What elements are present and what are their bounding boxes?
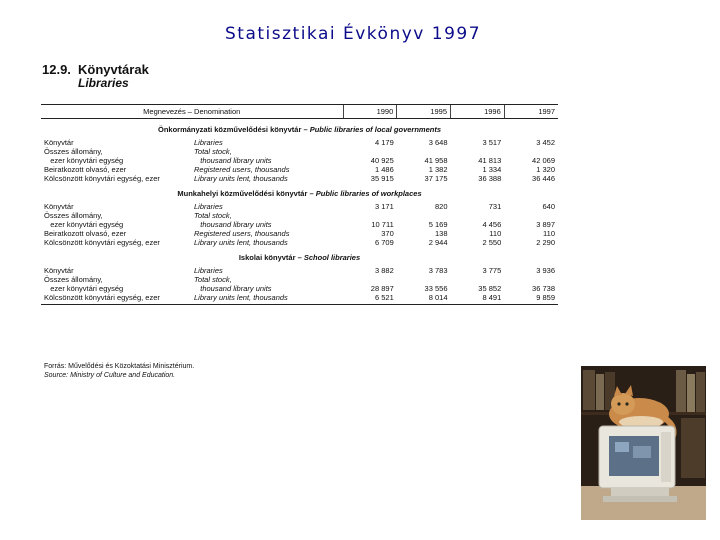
- table-row: [41, 293, 558, 305]
- value-cell: [504, 275, 558, 284]
- year-header: 1990: [343, 105, 397, 119]
- value-cell: 6 521: [343, 293, 397, 305]
- value-cell: 1 486: [374, 165, 394, 174]
- value-cell: [343, 147, 397, 156]
- value-cell: [397, 275, 451, 284]
- table-row: [41, 266, 558, 275]
- row-label-en: Total stock,: [194, 211, 232, 220]
- value-cell: 3 882: [374, 266, 394, 275]
- value-cell: 1 382: [428, 165, 448, 174]
- value-cell: 1 334: [482, 165, 502, 174]
- value-cell: 33 556: [424, 284, 448, 293]
- table-row: [41, 229, 558, 238]
- row-label-en: thousand library units: [194, 220, 272, 229]
- row-label-hu: Könyvtár: [44, 266, 74, 275]
- denomination-header: Megnevezés – Denomination: [41, 105, 343, 119]
- section-title-hu: Könyvtárak: [78, 62, 149, 77]
- value-cell: 35 852: [478, 284, 502, 293]
- year-header: 1997: [504, 105, 558, 119]
- table-row: [41, 275, 558, 284]
- libraries-table: [41, 104, 558, 305]
- section-row: [41, 183, 558, 202]
- row-label-en: thousand library units: [194, 284, 272, 293]
- value-cell: 3 517: [482, 138, 502, 147]
- source-note: [44, 363, 194, 381]
- value-cell: [343, 275, 397, 284]
- row-label-en: Total stock,: [194, 147, 232, 156]
- value-cell: 3 936: [536, 266, 555, 275]
- section-title: [41, 247, 558, 266]
- value-cell: 40 925: [370, 156, 394, 165]
- value-cell: [504, 211, 558, 220]
- row-label-en: Library units lent, thousands: [194, 238, 288, 247]
- row-label-hu: ezer könyvtári egység: [44, 284, 124, 293]
- row-label-hu: Beiratkozott olvasó, ezer: [44, 165, 127, 174]
- value-cell: [397, 147, 451, 156]
- table-body: [41, 119, 558, 305]
- value-cell: 10 711: [371, 220, 394, 229]
- value-cell: 37 175: [424, 174, 448, 183]
- value-cell: 42 069: [532, 156, 555, 165]
- value-cell: 36 738: [532, 284, 555, 293]
- value-cell: 41 813: [478, 156, 502, 165]
- row-label-hu: Kölcsönzött könyvtári egység, ezer: [44, 174, 160, 183]
- row-label-en: thousand library units: [194, 156, 272, 165]
- table-header: [41, 105, 558, 119]
- section-title: [41, 119, 558, 139]
- table-row: [41, 238, 558, 247]
- value-cell: [343, 211, 397, 220]
- value-cell: 2 944: [428, 238, 448, 247]
- section-title-hu: Munkahelyi közművelődési könyvtár –: [177, 189, 314, 198]
- source-hu: Forrás: Művelődési és Közoktatási Minisztérium.: [44, 363, 195, 370]
- row-label-en: Libraries: [194, 138, 223, 147]
- value-cell: 138: [434, 229, 448, 238]
- row-label-hu: Kölcsönzött könyvtári egység, ezer: [44, 238, 160, 247]
- value-cell: 2 290: [536, 238, 555, 247]
- row-label-en: Libraries: [194, 202, 223, 211]
- row-label-en: Library units lent, thousands: [191, 293, 343, 305]
- section-title-en: Public libraries of local governments: [309, 125, 442, 134]
- row-label-hu: Összes állomány,: [44, 211, 103, 220]
- table-row: [41, 211, 558, 220]
- value-cell: 9 859: [504, 293, 558, 305]
- value-cell: 1 320: [536, 165, 555, 174]
- value-cell: 110: [489, 229, 502, 238]
- value-cell: 36 388: [478, 174, 502, 183]
- value-cell: 4 456: [482, 220, 502, 229]
- year-header: 1996: [451, 105, 505, 119]
- table-row: [41, 156, 558, 165]
- value-cell: 3 452: [536, 138, 555, 147]
- year-header: 1995: [397, 105, 451, 119]
- section-title-en: Public libraries of workplaces: [315, 189, 422, 198]
- source-en: Source: Ministry of Culture and Education.: [44, 371, 176, 379]
- row-label-hu: Kölcsönzött könyvtári egység, ezer: [41, 293, 191, 305]
- row-label-hu: Könyvtár: [44, 138, 74, 147]
- section-number: 12.9.: [42, 62, 71, 77]
- table-row: [41, 284, 558, 293]
- value-cell: 41 958: [424, 156, 448, 165]
- row-label-hu: Beiratkozott olvasó, ezer: [44, 229, 127, 238]
- section-title-en: School libraries: [303, 253, 361, 262]
- value-cell: 6 709: [374, 238, 394, 247]
- value-cell: 35 915: [370, 174, 394, 183]
- value-cell: 8 014: [397, 293, 451, 305]
- row-label-en: Library units lent, thousands: [194, 174, 288, 183]
- value-cell: [397, 211, 451, 220]
- table-row: [41, 138, 558, 147]
- table-row: [41, 147, 558, 156]
- row-label-hu: ezer könyvtári egység: [44, 156, 124, 165]
- section-title-hu: Önkormányzati közművelődési könyvtár –: [157, 125, 308, 134]
- value-cell: 640: [542, 202, 555, 211]
- value-cell: 370: [381, 229, 394, 238]
- section-row: [41, 119, 558, 139]
- value-cell: [451, 275, 505, 284]
- row-label-en: Registered users, thousands: [194, 229, 290, 238]
- row-label-hu: Összes állomány,: [44, 275, 103, 284]
- table-row: [41, 220, 558, 229]
- value-cell: [451, 211, 505, 220]
- row-label-hu: Összes állomány,: [44, 147, 103, 156]
- value-cell: [504, 147, 558, 156]
- value-cell: 3 783: [428, 266, 448, 275]
- section-title-hu: Iskolai könyvtár –: [238, 253, 302, 262]
- value-cell: 5 169: [428, 220, 448, 229]
- value-cell: 4 179: [374, 138, 394, 147]
- row-label-en: Registered users, thousands: [194, 165, 290, 174]
- value-cell: 3 775: [482, 266, 502, 275]
- table-row: [41, 165, 558, 174]
- value-cell: [451, 147, 505, 156]
- section-title: [41, 183, 558, 202]
- table-row: [41, 202, 558, 211]
- slide-title: Statisztikai Évkönyv 1997: [224, 24, 482, 44]
- row-label-en: Libraries: [194, 266, 223, 275]
- row-label-hu: Könyvtár: [44, 202, 74, 211]
- section-row: [41, 247, 558, 266]
- section-title-en: Libraries: [78, 76, 129, 90]
- cat-photo: [581, 366, 706, 520]
- row-label-hu: ezer könyvtári egység: [44, 220, 124, 229]
- table-row: [41, 174, 558, 183]
- value-cell: 36 446: [532, 174, 555, 183]
- value-cell: 3 648: [428, 138, 448, 147]
- value-cell: 820: [434, 202, 448, 211]
- value-cell: 731: [488, 202, 502, 211]
- value-cell: 8 491: [451, 293, 505, 305]
- value-cell: 110: [543, 229, 555, 238]
- value-cell: 2 550: [482, 238, 502, 247]
- value-cell: 28 897: [370, 284, 394, 293]
- cat-on-monitor-image: [581, 366, 706, 520]
- value-cell: 3 897: [536, 220, 555, 229]
- row-label-en: Total stock,: [194, 275, 232, 284]
- value-cell: 3 171: [374, 202, 394, 211]
